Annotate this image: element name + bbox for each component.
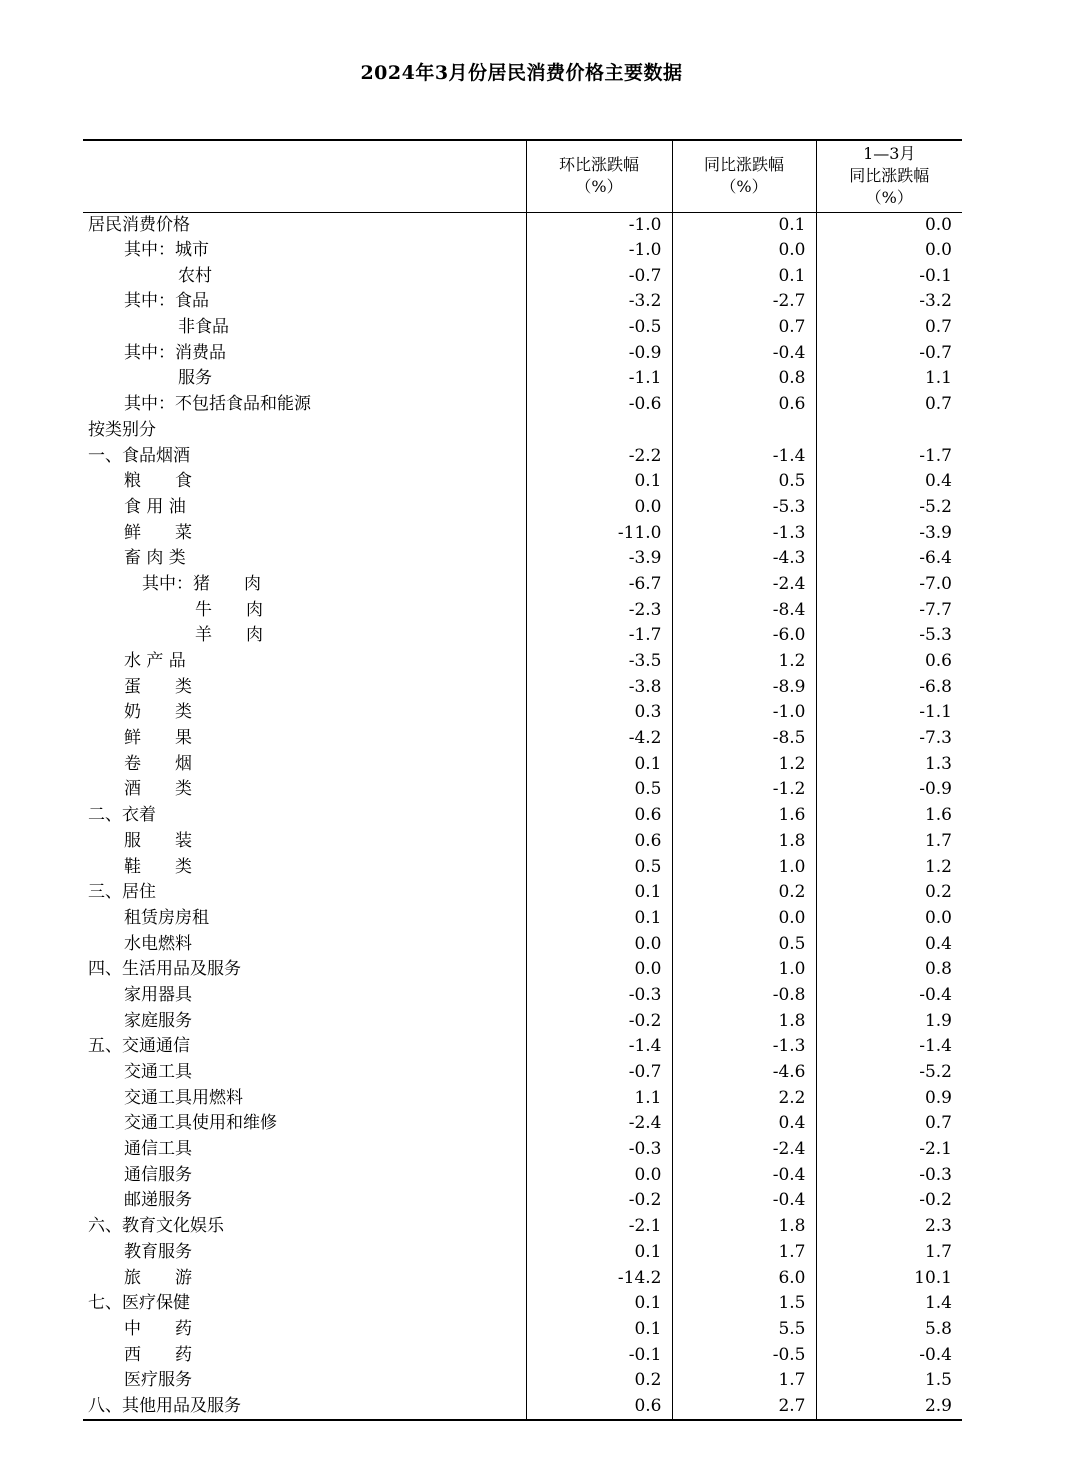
- cell-yoy: -0.8: [672, 983, 816, 1009]
- cell-mom: -0.6: [526, 392, 672, 418]
- table-row: [83, 1085, 962, 1111]
- table-body: [83, 212, 962, 1420]
- cell-ytd: -0.7: [816, 340, 962, 366]
- cell-mom: -0.3: [526, 983, 672, 1009]
- cell-yoy: 1.7: [672, 1368, 816, 1394]
- cell-mom: -0.9: [526, 340, 672, 366]
- cell-mom: 0.0: [526, 1162, 672, 1188]
- row-label: 卷 烟: [124, 753, 192, 774]
- cell-yoy: 2.2: [672, 1085, 816, 1111]
- row-label: 奶 类: [124, 702, 192, 723]
- row-label: 水 产 品: [124, 651, 186, 672]
- cell-ytd: 0.8: [816, 957, 962, 983]
- cell-ytd: -0.4: [816, 983, 962, 1009]
- cell-ytd: 0.7: [816, 315, 962, 341]
- row-label: 租赁房房租: [124, 907, 209, 928]
- cell-ytd: -0.1: [816, 263, 962, 289]
- table-row: [83, 366, 962, 392]
- cell-yoy: 1.6: [672, 803, 816, 829]
- table-row: [83, 674, 962, 700]
- cell-yoy: 0.2: [672, 880, 816, 906]
- row-label: 居民消费价格: [88, 214, 190, 235]
- cell-mom: 0.1: [526, 751, 672, 777]
- cell-ytd: -2.1: [816, 1137, 962, 1163]
- table-row: [83, 546, 962, 572]
- cell-mom: 0.6: [526, 1394, 672, 1420]
- table-row: [83, 238, 962, 264]
- cell-mom: 0.2: [526, 1368, 672, 1394]
- cell-mom: 0.1: [526, 1291, 672, 1317]
- header-mom-line2: 环比涨跌幅: [558, 155, 639, 175]
- cell-mom: -1.0: [526, 238, 672, 264]
- row-label: 羊 肉: [195, 625, 263, 646]
- table-row: [83, 1291, 962, 1317]
- header-mom-line3: （%）: [575, 177, 623, 197]
- table-row: [83, 983, 962, 1009]
- row-label: 家用器具: [124, 984, 192, 1005]
- row-label: 家庭服务: [124, 1010, 192, 1031]
- row-label: 食 用 油: [124, 496, 186, 517]
- row-label: 五、交通通信: [88, 1036, 190, 1057]
- cpi-table: [83, 139, 962, 1421]
- row-label: 旅 游: [124, 1267, 192, 1288]
- row-label: 六、教育文化娱乐: [88, 1216, 224, 1237]
- table-row: [83, 803, 962, 829]
- cell-mom: -6.7: [526, 572, 672, 598]
- cell-yoy: 0.0: [672, 238, 816, 264]
- table-row: [83, 931, 962, 957]
- cell-yoy: 0.1: [672, 263, 816, 289]
- table-row: [83, 751, 962, 777]
- table-row: [83, 1240, 962, 1266]
- header-mom: [526, 140, 672, 212]
- cell-ytd: 0.6: [816, 649, 962, 675]
- cell-mom: -14.2: [526, 1265, 672, 1291]
- cell-ytd: 2.9: [816, 1394, 962, 1420]
- cell-ytd: 1.7: [816, 1240, 962, 1266]
- cell-yoy: 1.0: [672, 957, 816, 983]
- row-label: 其中：消费品: [124, 342, 226, 363]
- cell-yoy: 1.8: [672, 1008, 816, 1034]
- row-label: 八、其他用品及服务: [83, 1394, 526, 1420]
- cell-mom: -1.0: [526, 212, 672, 238]
- cell-mom: -0.3: [526, 1137, 672, 1163]
- table-row: [83, 906, 962, 932]
- row-label: 畜 肉 类: [124, 548, 186, 569]
- table-row: [83, 212, 962, 238]
- cell-yoy: -8.5: [672, 726, 816, 752]
- table-row: [83, 649, 962, 675]
- cell-mom: -2.2: [526, 443, 672, 469]
- cell-ytd: -0.3: [816, 1162, 962, 1188]
- cell-mom: 0.3: [526, 700, 672, 726]
- cell-yoy: 1.2: [672, 751, 816, 777]
- table-row: [83, 1214, 962, 1240]
- cell-ytd: 1.4: [816, 1291, 962, 1317]
- cell-yoy: 0.1: [672, 212, 816, 238]
- row-label: 鞋 类: [124, 856, 192, 877]
- table-row: [83, 854, 962, 880]
- table-row: [83, 597, 962, 623]
- cell-ytd: 1.9: [816, 1008, 962, 1034]
- table-row: [83, 392, 962, 418]
- row-label: 鲜 菜: [124, 522, 192, 543]
- table-row: [83, 469, 962, 495]
- cell-yoy: 0.5: [672, 469, 816, 495]
- table-row: [83, 1162, 962, 1188]
- cell-mom: -1.1: [526, 366, 672, 392]
- cell-mom: -3.8: [526, 674, 672, 700]
- table-row: [83, 340, 962, 366]
- cell-mom: 0.1: [526, 1240, 672, 1266]
- cell-mom: -11.0: [526, 520, 672, 546]
- cell-ytd: 0.0: [816, 238, 962, 264]
- cell-yoy: -2.4: [672, 572, 816, 598]
- cell-ytd: -3.9: [816, 520, 962, 546]
- cell-mom: -1.4: [526, 1034, 672, 1060]
- cell-yoy: 0.4: [672, 1111, 816, 1137]
- row-label: 通信工具: [124, 1139, 192, 1160]
- table-row: [83, 315, 962, 341]
- cell-yoy: -8.4: [672, 597, 816, 623]
- cell-yoy: 6.0: [672, 1265, 816, 1291]
- row-label: 牛 肉: [195, 599, 263, 620]
- cell-mom: -0.5: [526, 315, 672, 341]
- cell-ytd: 0.4: [816, 469, 962, 495]
- table-row: [83, 289, 962, 315]
- row-label: 酒 类: [124, 779, 192, 800]
- cell-ytd: 1.3: [816, 751, 962, 777]
- cell-yoy: -0.4: [672, 1162, 816, 1188]
- cell-ytd: 1.2: [816, 854, 962, 880]
- cell-mom: -2.1: [526, 1214, 672, 1240]
- table-row: [83, 1111, 962, 1137]
- cell-mom: -0.7: [526, 1060, 672, 1086]
- cell-mom: -3.2: [526, 289, 672, 315]
- row-label: 其中：猪 肉: [142, 573, 261, 594]
- row-label: 邮递服务: [124, 1190, 192, 1211]
- cell-yoy: 1.2: [672, 649, 816, 675]
- table-header-row: [83, 140, 962, 212]
- header-item-col: [83, 140, 526, 212]
- row-label: 西 药: [124, 1344, 192, 1365]
- cell-ytd: -0.2: [816, 1188, 962, 1214]
- cell-mom: -2.4: [526, 1111, 672, 1137]
- cell-ytd: 0.0: [816, 906, 962, 932]
- table-row: [83, 1317, 962, 1343]
- table-row: [83, 263, 962, 289]
- cell-mom: -0.2: [526, 1188, 672, 1214]
- cell-yoy: -0.4: [672, 340, 816, 366]
- cell-yoy: 2.7: [672, 1394, 816, 1420]
- row-label: 非食品: [178, 317, 229, 338]
- cell-mom: 0.1: [526, 906, 672, 932]
- cell-yoy: 1.5: [672, 1291, 816, 1317]
- cell-ytd: 0.7: [816, 392, 962, 418]
- cell-ytd: 0.0: [816, 212, 962, 238]
- cell-mom: 0.0: [526, 495, 672, 521]
- cell-yoy: [672, 418, 816, 444]
- header-yoy-line3: （%）: [720, 177, 768, 197]
- row-label: 其中：城市: [124, 240, 209, 261]
- table-row: [83, 1188, 962, 1214]
- table-row: [83, 1368, 962, 1394]
- cell-ytd: -6.8: [816, 674, 962, 700]
- cell-ytd: 1.7: [816, 829, 962, 855]
- cell-mom: 0.6: [526, 829, 672, 855]
- cell-mom: 1.1: [526, 1085, 672, 1111]
- cell-yoy: -1.4: [672, 443, 816, 469]
- row-label: 交通工具使用和维修: [124, 1113, 277, 1134]
- row-label: 其中：食品: [124, 291, 209, 312]
- cell-mom: -2.3: [526, 597, 672, 623]
- cell-ytd: -5.3: [816, 623, 962, 649]
- table-row: [83, 418, 962, 444]
- cell-ytd: [816, 418, 962, 444]
- cell-mom: -1.7: [526, 623, 672, 649]
- row-label: 其中：不包括食品和能源: [124, 394, 311, 415]
- cell-ytd: 0.4: [816, 931, 962, 957]
- row-label: 二、衣着: [88, 805, 156, 826]
- cell-yoy: -0.4: [672, 1188, 816, 1214]
- cell-ytd: -6.4: [816, 546, 962, 572]
- cell-yoy: 1.0: [672, 854, 816, 880]
- cell-yoy: 1.8: [672, 1214, 816, 1240]
- row-label: 一、食品烟酒: [88, 445, 190, 466]
- row-label: 农村: [178, 265, 212, 286]
- table-row: [83, 623, 962, 649]
- cell-ytd: -7.7: [816, 597, 962, 623]
- cell-yoy: -5.3: [672, 495, 816, 521]
- cell-ytd: -3.2: [816, 289, 962, 315]
- row-label: 交通工具: [124, 1062, 192, 1083]
- cell-ytd: -1.1: [816, 700, 962, 726]
- header-ytd-line2: 同比涨跌幅: [849, 166, 930, 186]
- header-ytd-line1: 1—3月: [863, 144, 916, 164]
- cell-ytd: 1.1: [816, 366, 962, 392]
- table-row: [83, 829, 962, 855]
- table-row: [83, 1137, 962, 1163]
- cell-mom: -0.1: [526, 1342, 672, 1368]
- table-row: [83, 1394, 962, 1420]
- cell-mom: 0.0: [526, 931, 672, 957]
- row-label: 服 装: [124, 830, 192, 851]
- table-row: [83, 726, 962, 752]
- cell-yoy: 1.7: [672, 1240, 816, 1266]
- row-label: 蛋 类: [124, 676, 192, 697]
- cell-ytd: -1.4: [816, 1034, 962, 1060]
- cell-yoy: -2.7: [672, 289, 816, 315]
- cell-yoy: 0.6: [672, 392, 816, 418]
- header-yoy: [672, 140, 816, 212]
- cell-mom: 0.0: [526, 957, 672, 983]
- row-label: 鲜 果: [124, 728, 192, 749]
- table-row: [83, 443, 962, 469]
- table-row: [83, 1034, 962, 1060]
- cell-ytd: 2.3: [816, 1214, 962, 1240]
- cell-ytd: 10.1: [816, 1265, 962, 1291]
- cell-ytd: 0.9: [816, 1085, 962, 1111]
- header-ytd-line3: （%）: [865, 188, 913, 208]
- cell-mom: 0.5: [526, 854, 672, 880]
- table-row: [83, 495, 962, 521]
- cell-yoy: -1.0: [672, 700, 816, 726]
- table-row: [83, 520, 962, 546]
- cell-yoy: 1.8: [672, 829, 816, 855]
- table-row: [83, 957, 962, 983]
- table-row: [83, 1342, 962, 1368]
- cell-yoy: -4.6: [672, 1060, 816, 1086]
- row-label: 服务: [178, 368, 212, 389]
- cell-yoy: -1.3: [672, 520, 816, 546]
- table-row: [83, 777, 962, 803]
- cell-ytd: -5.2: [816, 1060, 962, 1086]
- cell-yoy: 5.5: [672, 1317, 816, 1343]
- cell-ytd: -7.3: [816, 726, 962, 752]
- header-yoy-line2: 同比涨跌幅: [703, 155, 784, 175]
- cell-ytd: 0.2: [816, 880, 962, 906]
- cell-ytd: -0.4: [816, 1342, 962, 1368]
- cell-yoy: -8.9: [672, 674, 816, 700]
- cell-ytd: 5.8: [816, 1317, 962, 1343]
- table-row: [83, 700, 962, 726]
- cell-mom: -3.5: [526, 649, 672, 675]
- cell-mom: -3.9: [526, 546, 672, 572]
- page-title: 2024年3月份居民消费价格主要数据: [360, 62, 683, 84]
- row-label: 三、居住: [88, 882, 156, 903]
- cell-yoy: -4.3: [672, 546, 816, 572]
- cell-ytd: 0.7: [816, 1111, 962, 1137]
- row-label: 七、医疗保健: [88, 1293, 190, 1314]
- row-label: 中 药: [124, 1318, 192, 1339]
- table-row: [83, 1265, 962, 1291]
- cell-ytd: -5.2: [816, 495, 962, 521]
- cell-ytd: -7.0: [816, 572, 962, 598]
- table-row: [83, 880, 962, 906]
- row-label: 四、生活用品及服务: [88, 959, 241, 980]
- row-label: 医疗服务: [124, 1370, 192, 1391]
- row-label: 按类别分: [88, 419, 156, 440]
- cell-ytd: -0.9: [816, 777, 962, 803]
- cell-yoy: 0.8: [672, 366, 816, 392]
- table-row: [83, 1060, 962, 1086]
- cell-mom: -4.2: [526, 726, 672, 752]
- cell-mom: -0.7: [526, 263, 672, 289]
- cell-mom: 0.1: [526, 1317, 672, 1343]
- cell-yoy: 0.5: [672, 931, 816, 957]
- row-label: 水电燃料: [124, 933, 192, 954]
- cell-mom: [526, 418, 672, 444]
- table-row: [83, 1008, 962, 1034]
- row-label: 通信服务: [124, 1164, 192, 1185]
- header-ytd: [816, 140, 962, 212]
- cell-yoy: -1.3: [672, 1034, 816, 1060]
- row-label: 教育服务: [124, 1241, 192, 1262]
- cell-yoy: -0.5: [672, 1342, 816, 1368]
- cell-mom: 0.1: [526, 880, 672, 906]
- cell-yoy: -2.4: [672, 1137, 816, 1163]
- cell-mom: -0.2: [526, 1008, 672, 1034]
- cell-yoy: -1.2: [672, 777, 816, 803]
- cell-ytd: 1.5: [816, 1368, 962, 1394]
- cell-yoy: 0.0: [672, 906, 816, 932]
- cell-yoy: 0.7: [672, 315, 816, 341]
- row-label: 粮 食: [124, 471, 192, 492]
- cell-mom: 0.1: [526, 469, 672, 495]
- row-label: 交通工具用燃料: [124, 1087, 243, 1108]
- cell-ytd: 1.6: [816, 803, 962, 829]
- cell-yoy: -6.0: [672, 623, 816, 649]
- cell-ytd: -1.7: [816, 443, 962, 469]
- cell-mom: 0.5: [526, 777, 672, 803]
- table-row: [83, 572, 962, 598]
- cell-mom: 0.6: [526, 803, 672, 829]
